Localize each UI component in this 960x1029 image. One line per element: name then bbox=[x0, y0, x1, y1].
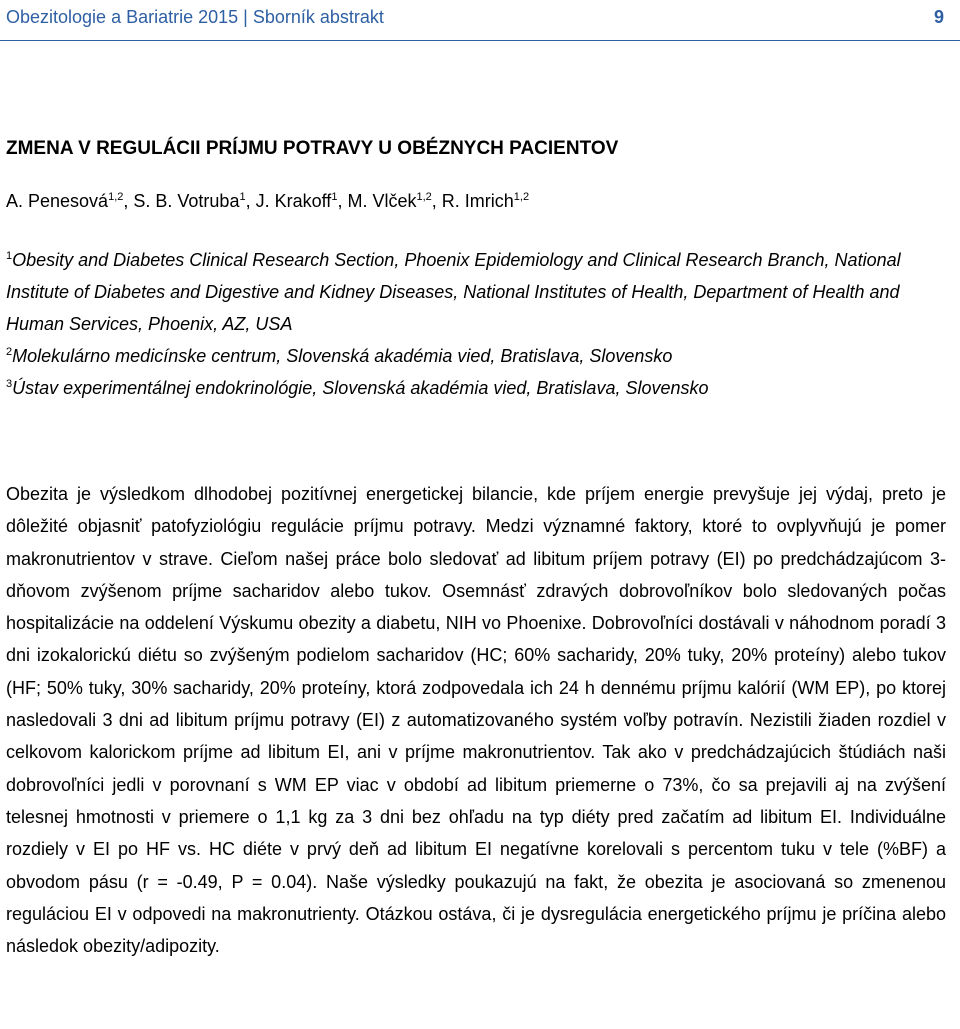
author bbox=[133, 191, 255, 211]
running-header bbox=[6, 2, 944, 32]
affiliation-number: 1 bbox=[6, 250, 13, 262]
author-name: M. Vlček bbox=[347, 191, 417, 211]
author-affiliation-ref: 1,2 bbox=[108, 191, 124, 203]
abstract-text: Obezita je výsledkom dlhodobej pozitívnej energetickej bilancie, kde príjem energie prevyšuje jej výdaj, preto je dôležité objasniť patofyziológiu regulácie príjmu potravy. Medzi významné faktory, ktoré to ovplyvňujú je pomer makronutrientov v strave. Cieľom našej práce bolo sledovať ad libitum príjem potravy (EI) po predchádzajúcom 3-dňovom zvýšenom príjme sacharidov alebo tukov. Osemnásť zdravých dobrovoľníkov bolo sledovaných počas hospitalizácie na oddelení Výskumu obezity a diabetu, NIH vo Phoenixe. Dobrovoľníci dostávali v náhodnom poradí 3 dni izokalorickú diétu so zvýšeným podielom sacharidov (HC; 60% sacharidy, 20% tuky, 20% proteíny) alebo tukov (HF; 50% tuky, 30% sacharidy, 20% proteíny, ktorá zodpovedala ich 24 h dennému príjmu kalórií (WM EP), po ktorej nasledovali 3 dni ad libitum príjmu potravy (EI) z automatizovaného systém voľby potravín. Nezistili žiaden rozdiel v celkovom kalorickom príjme ad libitum EI, ani v príjme makronutrientov. Tak ako v predchádzajúcich štúdiách naši dobrovoľníci jedli v porovnaní s WM EP viac v období ad libitum priemerne o 73%, čo sa prejavili aj na zvýšení telesnej hmotnosti v priemere o 1,1 kg za 3 dni bez ohľadu na typ diéty pred začatím ad libitum EI. Individuálne rozdiely v EI po HF vs. HC diéte v prvý deň ad libitum EI negatívne korelovali s percentom tuku v tele (%BF) a obvodom pásu (r = -0.49, P = 0.04). Naše výsledky poukazujú na fakt, že obezita je asociovaná so zmenenou reguláciou EI v odpovedi na makronutrienty. Otázkou ostáva, či je dysregulácia energetického príjmu je príčina alebo následok obezity/adipozity. bbox=[6, 484, 946, 957]
affiliation-text: Molekulárno medicínske centrum, Slovenská akadémia vied, Bratislava, Slovensko bbox=[12, 346, 673, 366]
affiliation-text: Ústav experimentálnej endokrinológie, Slovenská akadémia vied, Bratislava, Slovensko bbox=[12, 378, 709, 398]
author-name: A. Penesová bbox=[6, 191, 109, 211]
author-name: J. Krakoff bbox=[255, 191, 332, 211]
author-separator: , bbox=[123, 191, 134, 211]
author-separator: , bbox=[431, 191, 442, 211]
header-title: Obezitologie a Bariatrie 2015 | Sborník abstrakt bbox=[6, 6, 384, 27]
affiliation bbox=[6, 372, 946, 404]
affiliation bbox=[6, 340, 946, 372]
page-number: 9 bbox=[933, 6, 944, 27]
author-name: S. B. Votruba bbox=[133, 191, 240, 211]
author bbox=[256, 191, 348, 211]
author-affiliation-ref: 1 bbox=[239, 191, 246, 203]
author bbox=[347, 191, 441, 211]
affiliation-text: Obesity and Diabetes Clinical Research Section, Phoenix Epidemiology and Clinical Research Branch, National Institute of Diabetes and Digestive and Kidney Diseases, National Institutes of Health, Department of Health and Human Services, Phoenix, AZ, USA bbox=[6, 250, 901, 334]
author-separator: , bbox=[337, 191, 348, 211]
affiliation-number: 2 bbox=[6, 346, 13, 358]
author-list bbox=[6, 191, 529, 212]
author-affiliation-ref: 1 bbox=[331, 191, 338, 203]
affiliation-list bbox=[6, 244, 946, 404]
article-title: ZMENA V REGULÁCII PRÍJMU POTRAVY U OBÉZNYCH PACIENTOV bbox=[6, 138, 619, 159]
author bbox=[442, 191, 529, 211]
author-affiliation-ref: 1,2 bbox=[416, 191, 432, 203]
header-rule bbox=[0, 40, 960, 41]
author-name: R. Imrich bbox=[441, 191, 514, 211]
affiliation-number: 3 bbox=[6, 378, 13, 390]
author-affiliation-ref: 1,2 bbox=[513, 191, 530, 203]
author bbox=[6, 191, 133, 211]
author-separator: , bbox=[245, 191, 256, 211]
affiliation bbox=[6, 244, 946, 340]
